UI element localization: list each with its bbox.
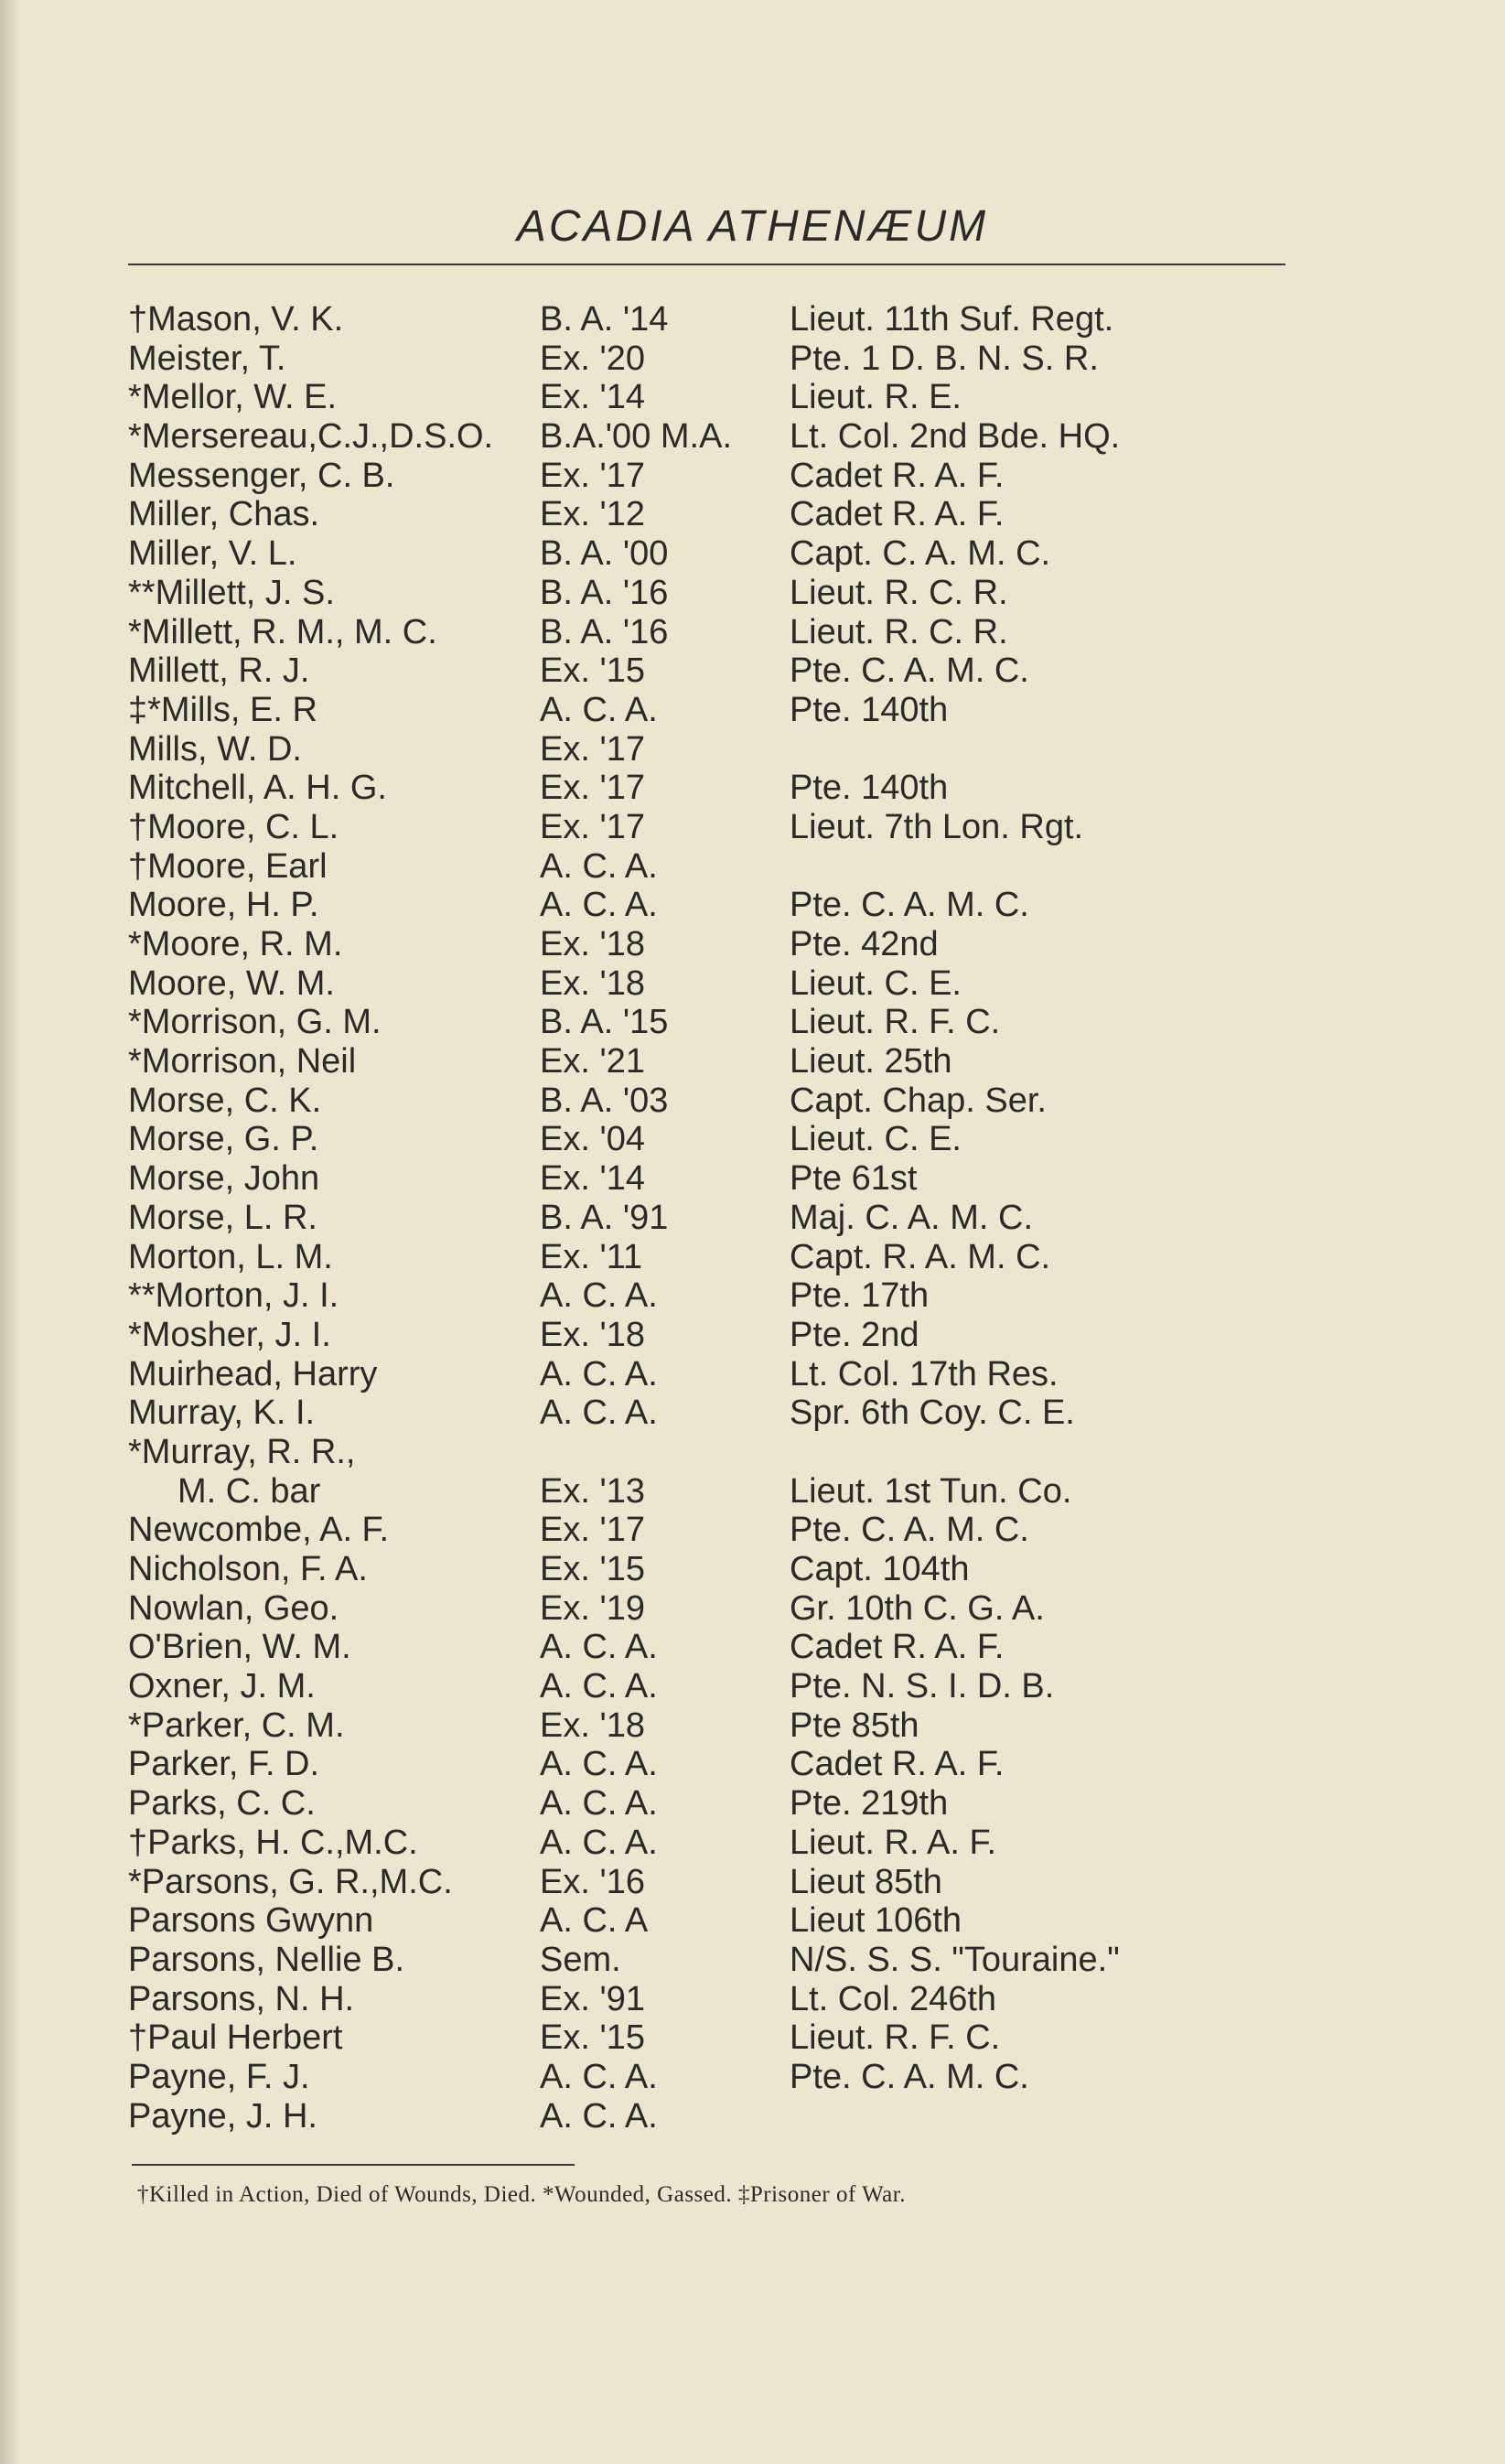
entry-name: Parsons, N. H. bbox=[128, 1979, 355, 2018]
footnote-rule bbox=[132, 2164, 575, 2166]
entry-name: ‡*Mills, E. R bbox=[128, 690, 317, 729]
entry-service: Capt. Chap. Ser. bbox=[790, 1081, 1047, 1120]
header-rule bbox=[128, 264, 1285, 265]
entry-service: Pte. 17th bbox=[790, 1276, 930, 1316]
roster-entry bbox=[128, 1003, 1285, 1042]
entry-name: **Millett, J. S. bbox=[128, 573, 335, 612]
roster-entry bbox=[128, 339, 1285, 379]
roster-entry bbox=[128, 1199, 1285, 1238]
entry-degree: B. A. '16 bbox=[540, 573, 669, 612]
page-edge-shadow bbox=[0, 0, 20, 2464]
roster-entry bbox=[128, 730, 1285, 769]
entry-degree: Ex. '17 bbox=[540, 769, 645, 808]
entry-degree: B. A. '14 bbox=[540, 300, 669, 339]
entry-service: Pte. 2nd bbox=[790, 1315, 919, 1354]
entry-name: Morton, L. M. bbox=[128, 1237, 333, 1276]
entry-degree: Ex. '13 bbox=[540, 1471, 645, 1511]
entry-name: Meister, T. bbox=[128, 339, 286, 378]
entry-service: Maj. C. A. M. C. bbox=[790, 1198, 1034, 1237]
roster-entry bbox=[128, 1706, 1285, 1746]
entry-name: †Parks, H. C.,M.C. bbox=[128, 1823, 418, 1862]
entry-name: †Moore, C. L. bbox=[128, 807, 339, 846]
entry-degree: Sem. bbox=[540, 1940, 621, 1979]
entry-degree: Ex. '18 bbox=[540, 1705, 645, 1745]
entry-service: Lt. Col. 246th bbox=[790, 1979, 997, 2018]
entry-name: O'Brien, W. M. bbox=[128, 1628, 351, 1667]
entry-degree: Ex. '11 bbox=[540, 1237, 643, 1276]
entry-degree: A. C. A. bbox=[540, 846, 658, 886]
entry-service: Cadet R. A. F. bbox=[790, 1628, 1005, 1667]
entry-degree: A. C. A. bbox=[540, 690, 658, 729]
roster-entry bbox=[128, 378, 1285, 417]
roster-entry bbox=[128, 1980, 1285, 2019]
entry-name: †Paul Herbert bbox=[128, 2018, 343, 2058]
roster-entry bbox=[128, 1824, 1285, 1863]
entry-service: Lieut 106th bbox=[790, 1901, 962, 1941]
entry-name-continuation: M. C. bar bbox=[177, 1471, 321, 1511]
entry-name: *Mellor, W. E. bbox=[128, 378, 338, 417]
roster-entry bbox=[128, 1628, 1285, 1667]
roster-entry bbox=[128, 1276, 1285, 1316]
entry-service: Spr. 6th Coy. C. E. bbox=[790, 1393, 1075, 1433]
entry-degree: B.A.'00 M.A. bbox=[540, 417, 733, 457]
entry-name: Parker, F. D. bbox=[128, 1745, 320, 1784]
entry-service: Pte. C. A. M. C. bbox=[790, 886, 1029, 925]
entry-name: Morse, G. P. bbox=[128, 1120, 319, 1159]
entry-service: Pte. 42nd bbox=[790, 925, 939, 963]
entry-name: Newcombe, A. F. bbox=[128, 1511, 390, 1550]
entry-name: *Parsons, G. R.,M.C. bbox=[128, 1862, 453, 1901]
entry-degree: Ex. '16 bbox=[540, 1862, 645, 1901]
entry-service: Pte. 140th bbox=[790, 690, 949, 729]
roster-entry bbox=[128, 964, 1285, 1004]
roster-entry bbox=[128, 769, 1285, 808]
entry-degree: Ex. '18 bbox=[540, 1315, 645, 1354]
entry-name: Mitchell, A. H. G. bbox=[128, 769, 387, 808]
entry-degree: Ex. '18 bbox=[540, 925, 645, 963]
entry-degree: Ex. '14 bbox=[540, 1159, 645, 1199]
roster-entry bbox=[128, 1433, 1285, 1511]
roster-entry bbox=[128, 1238, 1285, 1277]
entry-degree: Ex. '04 bbox=[540, 1120, 645, 1159]
entry-service: Lieut. R. F. C. bbox=[790, 2018, 1001, 2058]
entry-degree: Ex. '20 bbox=[540, 339, 645, 378]
roster-entry bbox=[128, 1745, 1285, 1784]
entry-service: Lieut. R. C. R. bbox=[790, 573, 1008, 612]
entry-service: Lieut. R. F. C. bbox=[790, 1003, 1001, 1042]
roster-entry bbox=[128, 1393, 1285, 1433]
roster-entry bbox=[128, 1120, 1285, 1159]
entry-name: Miller, V. L. bbox=[128, 534, 297, 574]
entry-service: Lieut. C. E. bbox=[790, 1120, 962, 1159]
roster-entry bbox=[128, 1784, 1285, 1824]
entry-degree: B. A. '16 bbox=[540, 612, 669, 651]
entry-name: Morse, John bbox=[128, 1159, 320, 1199]
entry-name: *Moore, R. M. bbox=[128, 925, 343, 963]
roster-entry bbox=[128, 1901, 1285, 1941]
entry-degree: Ex. '21 bbox=[540, 1042, 645, 1081]
roster-entry bbox=[128, 1589, 1285, 1629]
entry-degree: Ex. '17 bbox=[540, 1511, 645, 1550]
entry-service: Pte. 1 D. B. N. S. R. bbox=[790, 339, 1099, 378]
entry-name: †Moore, Earl bbox=[128, 846, 328, 886]
entry-name: *Murray, R. R., bbox=[128, 1432, 356, 1471]
entry-service: Pte 61st bbox=[790, 1159, 918, 1199]
roster-entry bbox=[128, 2058, 1285, 2097]
entry-name: *Mosher, J. I. bbox=[128, 1315, 331, 1354]
entry-degree: Ex. '15 bbox=[540, 1550, 645, 1589]
entry-name: Payne, F. J. bbox=[128, 2057, 310, 2096]
entry-service: Lt. Col. 17th Res. bbox=[790, 1354, 1059, 1393]
entry-service: Pte. 140th bbox=[790, 769, 949, 808]
footnote-legend: †Killed in Action, Died of Wounds, Died. *Wounded, Gassed. ‡Prisoner of War. bbox=[137, 2182, 906, 2207]
roster-entry bbox=[128, 1081, 1285, 1121]
entry-degree: A. C. A. bbox=[540, 2057, 658, 2096]
entry-service: Lieut. 7th Lon. Rgt. bbox=[790, 807, 1084, 846]
entry-name: Payne, J. H. bbox=[128, 2096, 317, 2136]
entry-degree: Ex. '18 bbox=[540, 963, 645, 1003]
entry-service: Lt. Col. 2nd Bde. HQ. bbox=[790, 417, 1121, 457]
entry-name: Millett, R. J. bbox=[128, 651, 310, 691]
roster-entry bbox=[128, 457, 1285, 496]
entry-service: Capt. 104th bbox=[790, 1550, 970, 1589]
entry-degree: A. C. A. bbox=[540, 1667, 658, 1706]
roster-entry bbox=[128, 1667, 1285, 1706]
entry-degree: Ex. '12 bbox=[540, 495, 645, 534]
entry-service: Capt. R. A. M. C. bbox=[790, 1237, 1051, 1276]
entry-degree: Ex. '19 bbox=[540, 1588, 645, 1628]
entry-service: Pte. 219th bbox=[790, 1784, 949, 1824]
entry-name: †Mason, V. K. bbox=[128, 300, 344, 339]
running-header-title: ACADIA ATHENÆUM bbox=[516, 202, 989, 251]
roster-entry bbox=[128, 1159, 1285, 1199]
entry-service: Cadet R. A. F. bbox=[790, 495, 1005, 534]
entry-name: *Morrison, G. M. bbox=[128, 1003, 382, 1042]
roster-entry bbox=[128, 2018, 1285, 2058]
roster-entry bbox=[128, 1863, 1285, 1902]
entry-name: *Morrison, Neil bbox=[128, 1042, 357, 1081]
entry-degree: A. C. A. bbox=[540, 886, 658, 925]
entry-degree: A. C. A. bbox=[540, 1784, 658, 1824]
entry-degree: Ex. '15 bbox=[540, 2018, 645, 2058]
entry-name: Moore, W. M. bbox=[128, 963, 335, 1003]
entry-degree: Ex. '17 bbox=[540, 456, 645, 495]
roster-entry bbox=[128, 534, 1285, 574]
roster-entry bbox=[128, 1511, 1285, 1550]
entry-name: Morse, L. R. bbox=[128, 1198, 317, 1237]
entry-degree: Ex. '15 bbox=[540, 651, 645, 691]
entry-name: *Millett, R. M., M. C. bbox=[128, 612, 437, 651]
entry-service: Capt. C. A. M. C. bbox=[790, 534, 1051, 574]
entry-service: Pte. C. A. M. C. bbox=[790, 2057, 1029, 2096]
entry-service: Lieut. R. E. bbox=[790, 378, 962, 417]
roster-entry bbox=[128, 886, 1285, 925]
entry-name: *Parker, C. M. bbox=[128, 1705, 345, 1745]
entry-degree: Ex. '14 bbox=[540, 378, 645, 417]
entry-service: Lieut. C. E. bbox=[790, 963, 962, 1003]
entry-name: Miller, Chas. bbox=[128, 495, 320, 534]
roster-entry bbox=[128, 1550, 1285, 1589]
roster-entry bbox=[128, 613, 1285, 652]
roster-entry bbox=[128, 300, 1285, 339]
entry-name: Muirhead, Harry bbox=[128, 1354, 378, 1393]
roster-entry bbox=[128, 495, 1285, 534]
entry-degree: A. C. A. bbox=[540, 1276, 658, 1316]
entry-name: Mills, W. D. bbox=[128, 729, 302, 769]
entry-name: Morse, C. K. bbox=[128, 1081, 322, 1120]
entry-service: Lieut 85th bbox=[790, 1862, 942, 1901]
entry-service: Lieut. R. A. F. bbox=[790, 1823, 996, 1862]
entry-degree: A. C. A. bbox=[540, 1354, 658, 1393]
entry-name: *Mersereau,C.J.,D.S.O. bbox=[128, 417, 494, 457]
entry-service: Pte. N. S. I. D. B. bbox=[790, 1667, 1055, 1706]
entry-service: Lieut. R. C. R. bbox=[790, 612, 1008, 651]
entry-service: Cadet R. A. F. bbox=[790, 1745, 1005, 1784]
entry-degree: A. C. A. bbox=[540, 1745, 658, 1784]
entry-service: Cadet R. A. F. bbox=[790, 456, 1005, 495]
entry-name: Parks, C. C. bbox=[128, 1784, 316, 1824]
roster-entry bbox=[128, 1316, 1285, 1355]
roster-entry bbox=[128, 574, 1285, 613]
entry-degree: A. C. A. bbox=[540, 2096, 658, 2136]
entry-name: Nowlan, Geo. bbox=[128, 1588, 339, 1628]
roster-entry bbox=[128, 808, 1285, 847]
roster-entry bbox=[128, 417, 1285, 457]
entry-degree: B. A. '91 bbox=[540, 1198, 669, 1237]
entry-degree: B. A. '00 bbox=[540, 534, 669, 574]
entry-name: Messenger, C. B. bbox=[128, 456, 395, 495]
entry-service: Lieut. 11th Suf. Regt. bbox=[790, 300, 1114, 339]
entry-service: Lieut. 25th bbox=[790, 1042, 952, 1081]
roster-entry bbox=[128, 691, 1285, 730]
entry-degree: Ex. '91 bbox=[540, 1979, 645, 2018]
entry-service: Lieut. 1st Tun. Co. bbox=[790, 1471, 1072, 1511]
roster-entry bbox=[128, 2097, 1285, 2136]
roster-entry bbox=[128, 651, 1285, 691]
entry-degree: Ex. '17 bbox=[540, 729, 645, 769]
entry-service: Gr. 10th C. G. A. bbox=[790, 1588, 1045, 1628]
roster-entry bbox=[128, 1042, 1285, 1081]
entry-degree: B. A. '15 bbox=[540, 1003, 669, 1042]
entry-name: **Morton, J. I. bbox=[128, 1276, 339, 1316]
entry-name: Murray, K. I. bbox=[128, 1393, 316, 1433]
entry-service: Pte. C. A. M. C. bbox=[790, 1511, 1029, 1550]
roster-entry bbox=[128, 925, 1285, 964]
entry-degree: B. A. '03 bbox=[540, 1081, 669, 1120]
entry-degree: A. C. A. bbox=[540, 1823, 658, 1862]
entry-service: Pte. C. A. M. C. bbox=[790, 651, 1029, 691]
entry-name: Parsons, Nellie B. bbox=[128, 1940, 405, 1979]
entry-degree: A. C. A. bbox=[540, 1628, 658, 1667]
roster-entry bbox=[128, 847, 1285, 887]
entry-degree: Ex. '17 bbox=[540, 807, 645, 846]
entry-name: Moore, H. P. bbox=[128, 886, 319, 925]
entry-degree: A. C. A. bbox=[540, 1393, 658, 1433]
entry-name: Nicholson, F. A. bbox=[128, 1550, 368, 1589]
roster-entry bbox=[128, 1355, 1285, 1394]
entry-name: Oxner, J. M. bbox=[128, 1667, 316, 1706]
entry-service: N/S. S. S. "Touraine." bbox=[790, 1940, 1120, 1979]
roster-list bbox=[128, 300, 1285, 2136]
entry-name: Parsons Gwynn bbox=[128, 1901, 374, 1941]
roster-entry bbox=[128, 1941, 1285, 1980]
entry-degree: A. C. A bbox=[540, 1901, 649, 1941]
entry-service: Pte 85th bbox=[790, 1705, 919, 1745]
